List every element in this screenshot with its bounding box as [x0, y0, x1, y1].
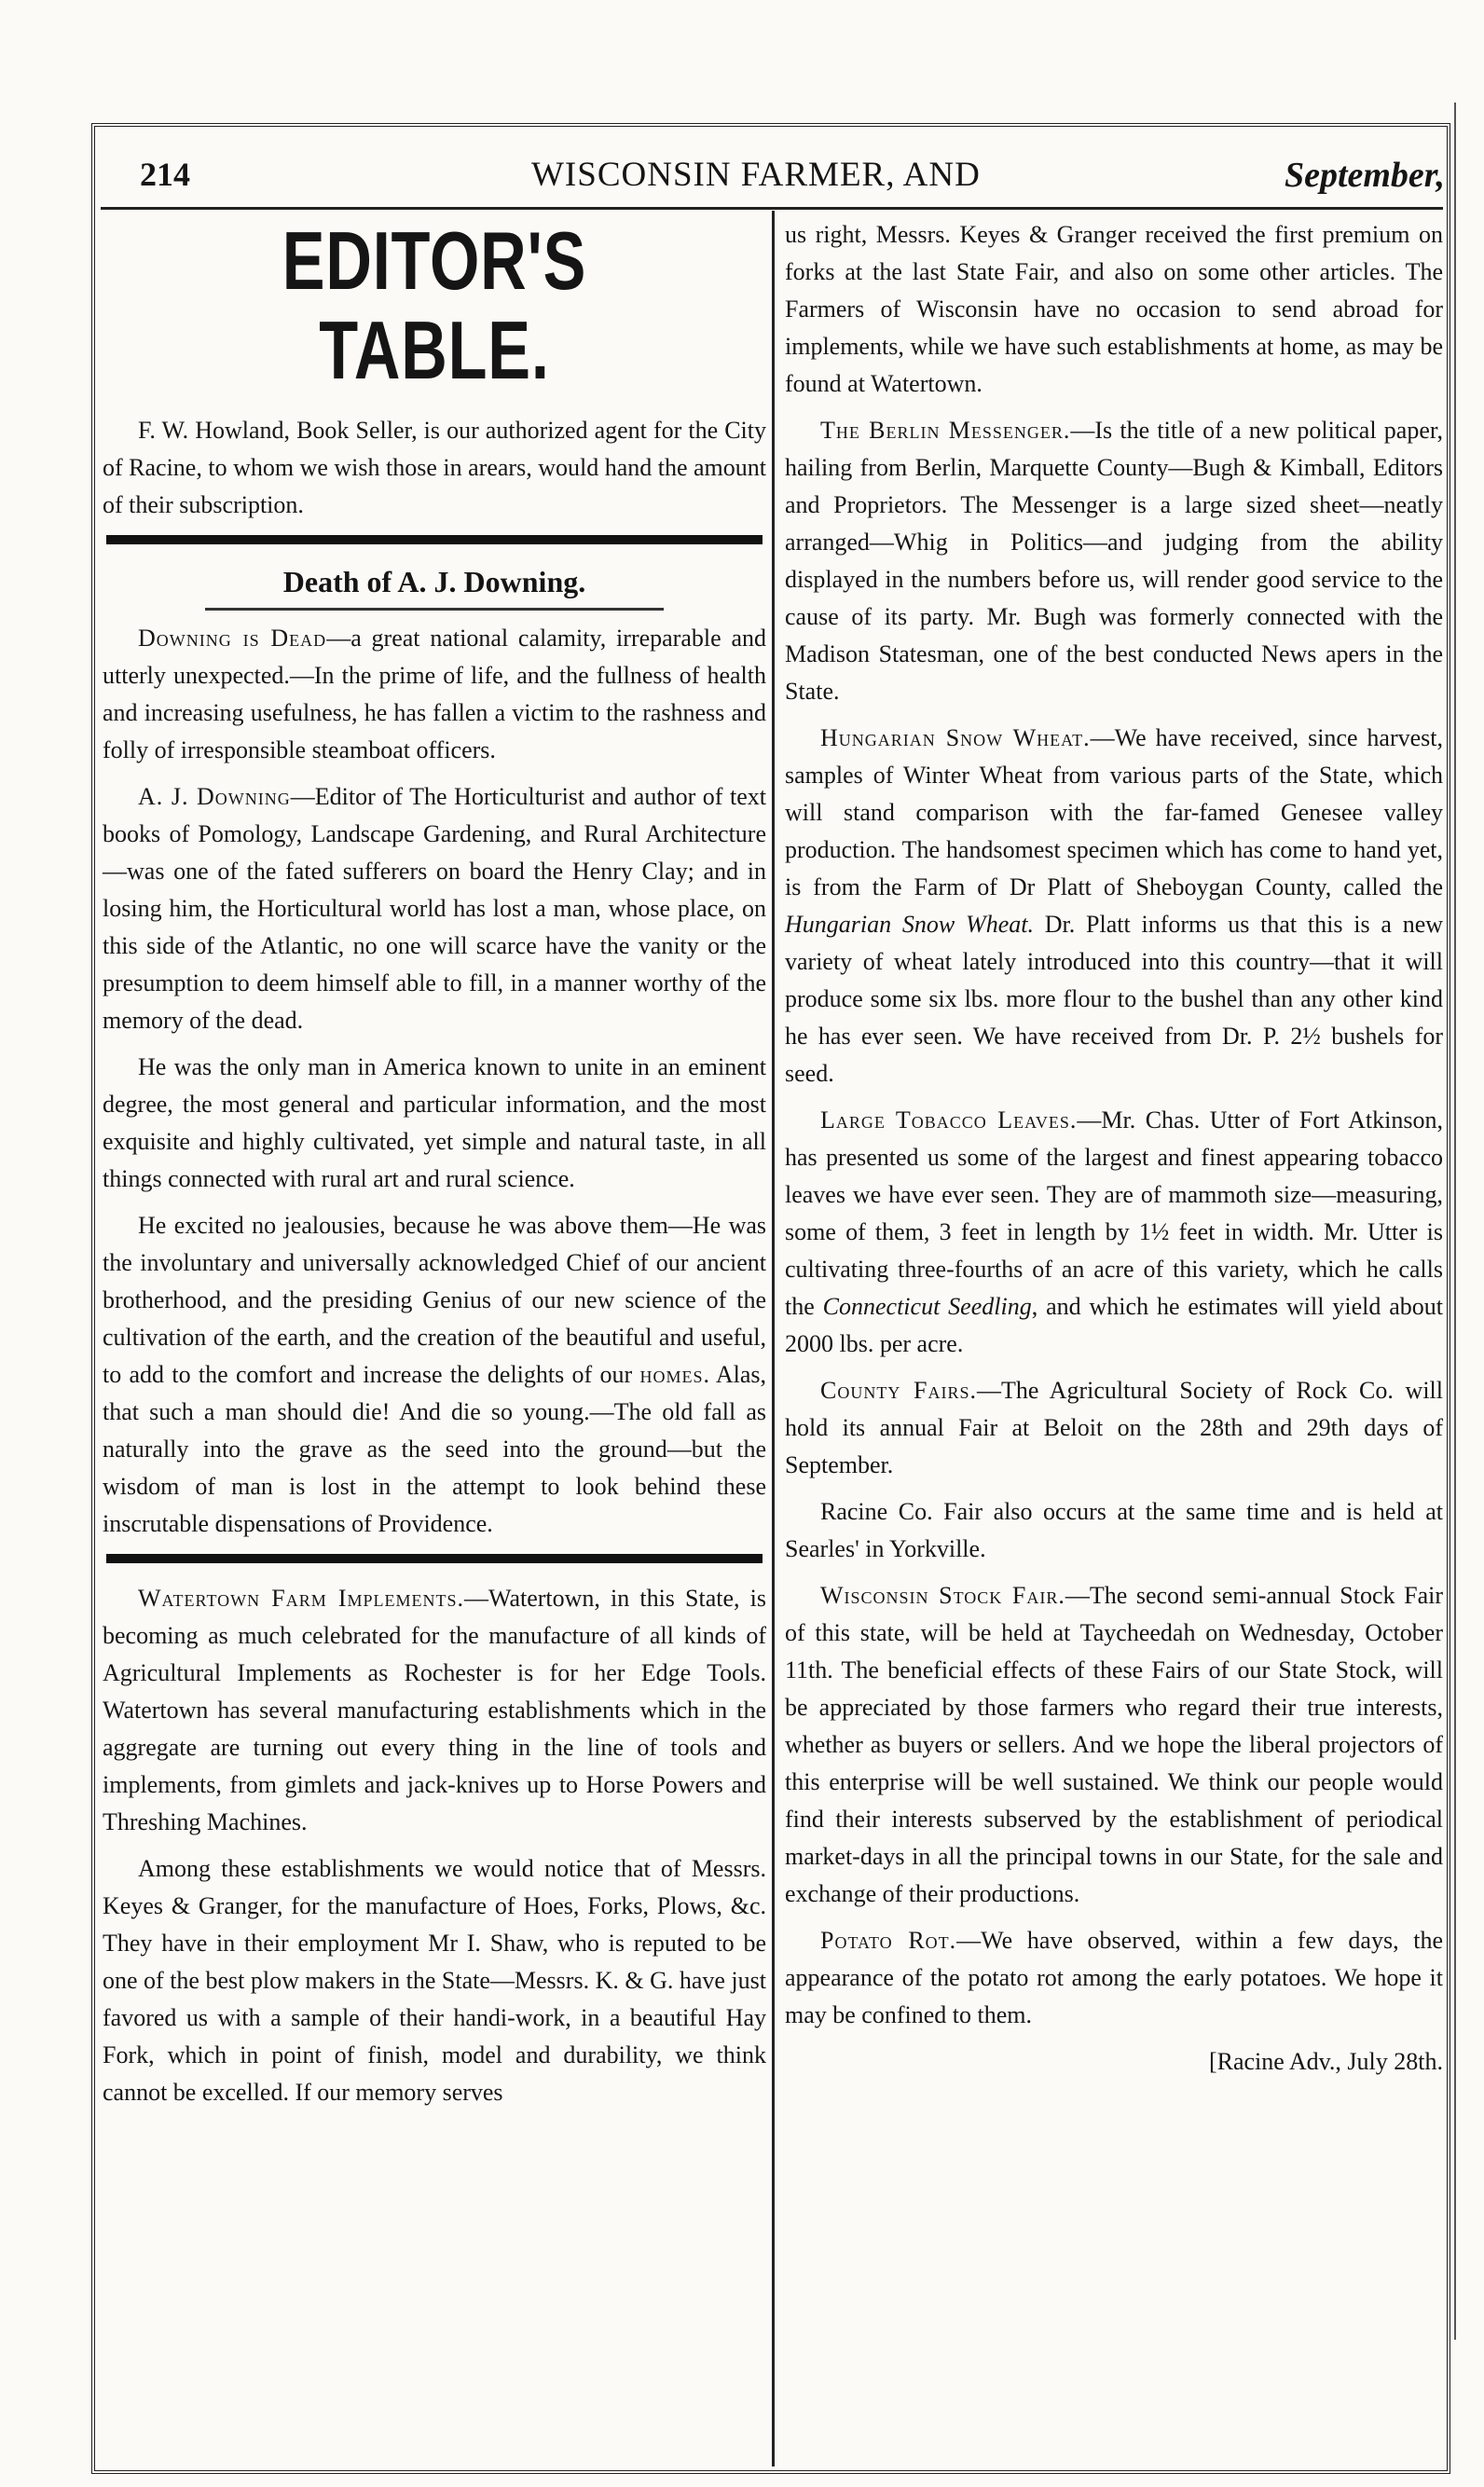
- journal-title: WISCONSIN FARMER, AND: [531, 156, 981, 194]
- paragraph-text: —Editor of The Horticulturist and author of text books of Pomology, Landscape Gardening, and Rural Architecture—was one of the fated sufferers on board the Henry Clay; and in losing him, the Horticultural world has lost a man, whose place, on this side of the Atlantic, no one will scarce have the vanity or the presumption to deem himself able to fill, in a manner worthy of the memory of the dead.: [103, 783, 766, 1034]
- lead-in: Potato Rot.: [820, 1927, 957, 1954]
- homes-word: homes: [639, 1361, 704, 1388]
- section-divider: [106, 1554, 763, 1563]
- watertown-paragraph-1: [103, 1580, 766, 1841]
- right-column: [785, 216, 1443, 2090]
- potato-paragraph: [785, 1922, 1443, 2034]
- downing-paragraph-4: [103, 1207, 766, 1543]
- paragraph-text: —We have received, since harvest, samples of Winter Wheat from various parts of the State, which will stand comparison with the far-famed Genesee valley production. The handsomest specimen which has come to hand yet, is from the Farm of Dr Platt of Sheboygan County, called the: [785, 724, 1444, 900]
- section-title: EDITOR'S TABLE.: [282, 214, 587, 396]
- section-divider: [106, 535, 763, 544]
- variety-name: Hungarian Snow Wheat.: [785, 911, 1034, 938]
- downing-paragraph-3: He was the only man in America known to unite in an eminent degree, the most general and particular information, and the most exquisite and highly cultivated, yet simple and natural taste, in all things connected with rural art and rural science.: [103, 1053, 766, 1192]
- downing-paragraph-2: [103, 778, 766, 1039]
- column-divider: [772, 211, 775, 2466]
- paragraph-text: —a great national calamity, irreparable and utterly unexpected.—In the prime of life, and the fullness of health and increasing usefulness, he has fallen a victim to the rashness and folly of irresponsible steamboat officers.: [103, 625, 767, 763]
- left-column: [103, 216, 766, 2121]
- issue-month: September,: [1284, 156, 1445, 195]
- lead-in: Large Tobacco Leaves.: [820, 1106, 1078, 1134]
- lead-in: Wisconsin Stock Fair.: [820, 1582, 1065, 1609]
- paragraph-text: —The second semi-annual Stock Fair of this state, will be held at Taycheedah on Wednesday, October 11th. The beneficial effects of these Fairs of our State Stock, will be appreciated by those farmers who regard their true interests, whether as buyers or sellers. And we hope the liberal projectors of this enterprise will be well sustained. We think our people would find their interests subserved by the establishment of periodical market-days in all the principal towns in our State, for the sale and exchange of their productions.: [785, 1582, 1443, 1907]
- stock-fair-paragraph: [785, 1577, 1443, 1913]
- paragraph-text: —The Agricultural Society of Rock Co. will hold its annual Fair at Beloit on the 28th and 29th days of September.: [785, 1377, 1443, 1478]
- wheat-paragraph: [785, 720, 1443, 1092]
- lead-in: Watertown Farm Implements.: [138, 1585, 464, 1612]
- running-header: [140, 149, 1445, 205]
- paragraph-text: , and which he estimates will yield about 2000 lbs. per acre.: [785, 1293, 1443, 1357]
- lead-in: Downing is Dead: [138, 625, 327, 652]
- fairs-paragraph-2: Racine Co. Fair also occurs at the same time and is held at Searles' in Yorkville.: [785, 1498, 1443, 1562]
- article-heading-downing: Death of A. J. Downing.: [282, 565, 586, 598]
- header-rule: [101, 207, 1443, 210]
- lead-in: A. J. Downing: [138, 783, 291, 810]
- paragraph-text: Dr. Platt informs us that this is a new variety of wheat lately introduced into this country—that it will produce some six lbs. more flour to the bushel than any other kind he has ever seen. We have received from Dr. P. 2½ bushels for seed.: [785, 911, 1444, 1087]
- paragraph-text: —Mr. Chas. Utter of Fort Atkinson, has presented us some of the largest and finest appearing tobacco leaves we have ever seen. They are of mammoth size—measuring, some of them, 3 feet in length by 1½ feet in width. Mr. Utter is cultivating three-fourths of an acre of this variety, which he calls the: [785, 1106, 1443, 1320]
- downing-paragraph-1: [103, 620, 766, 769]
- agent-notice: F. W. Howland, Book Seller, is our authorized agent for the City of Racine, to whom we wish those in arears, would hand the amount of their subscription.: [103, 417, 766, 518]
- lead-in: Hungarian Snow Wheat.: [820, 724, 1091, 751]
- heading-underline: [205, 608, 664, 611]
- page-number: 214: [140, 156, 190, 193]
- source-citation: [Racine Adv., July 28th.: [1208, 2048, 1443, 2075]
- lead-in: The Berlin Messenger.: [820, 417, 1071, 444]
- watertown-paragraph-2: Among these establishments we would notice that of Messrs. Keyes & Granger, for the manufacture of Hoes, Forks, Plows, &c. They have in their employment Mr I. Shaw, who is reputed to be one of the best plow makers in the State—Messrs. K. & G. have just favored us with a sample of their handi-work, in a beautiful Hay Fork, which in point of finish, model and durability, we think cannot be excelled. If our memory serves: [103, 1855, 766, 2106]
- lead-in: County Fairs.: [820, 1377, 977, 1404]
- paragraph-text: —Watertown, in this State, is becoming as much celebrated for the manufacture of all kinds of Agricultural Implements as Rochester is for her Edge Tools. Watertown has several manufacturing establishments which in the aggregate are turning out every thing in the line of tools and implements, from gimlets and jack-knives up to Horse Powers and Threshing Machines.: [103, 1585, 766, 1835]
- berlin-paragraph: [785, 412, 1443, 710]
- paragraph-text: —Is the title of a new political paper, hailing from Berlin, Marquette County—Bugh & Kimball, Editors and Proprietors. The Messenger is a large sized sheet—neatly arranged—Whig in Politics—and judging from the ability displayed in the numbers before us, will render good service to the cause of its party. Mr. Bugh was formerly connected with the Madison Statesman, one of the best conducted News apers in the State.: [785, 417, 1443, 705]
- fairs-paragraph-1: [785, 1372, 1443, 1484]
- paragraph-text: . Alas, that such a man should die! And die so young.—The old fall as naturally into the grave as the seed into the ground—but the wisdom of man is lost in the attempt to look behind these inscrutable dispensations of Providence.: [103, 1361, 767, 1537]
- variety-name: Connecticut Seedling: [822, 1293, 1032, 1320]
- continuation-paragraph: us right, Messrs. Keyes & Granger received the first premium on forks at the last State Fair, and also on some other articles. The Farmers of Wisconsin have no occasion to send abroad for implements, while we have such establishments at home, as may be found at Watertown.: [785, 221, 1443, 397]
- paragraph-text: He excited no jealousies, because he was above them—He was the involuntary and universally acknowledged Chief of our ancient brotherhood, and the presiding Genius of our new science of the cultivation of the earth, and the creation of the beautiful and useful, to add to the comfort and increase the delights of our: [103, 1212, 766, 1388]
- page-edge: [1454, 103, 1460, 2340]
- tobacco-paragraph: [785, 1102, 1443, 1363]
- paragraph-text: —We have observed, within a few days, the appearance of the potato rot among the early potatoes. We hope it may be confined to them.: [785, 1927, 1443, 2028]
